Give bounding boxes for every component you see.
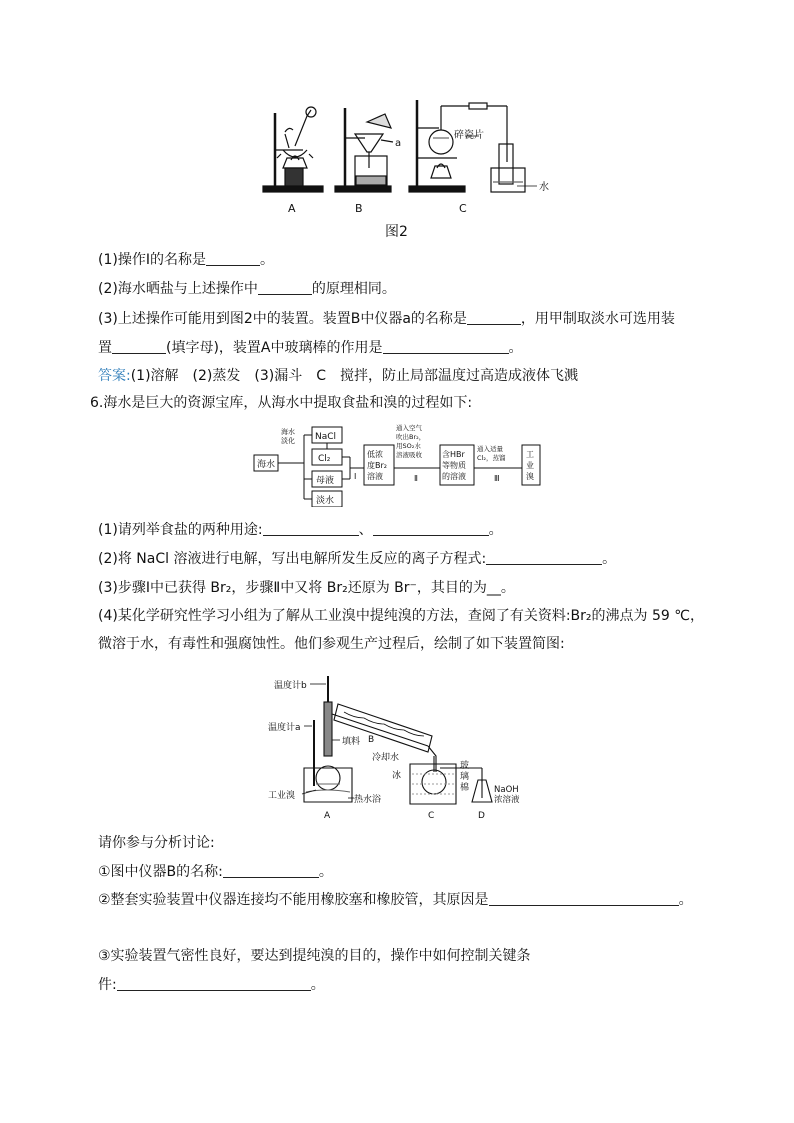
- flow-air-2: 吹出Br₂，: [396, 433, 426, 441]
- flow-step-1: Ⅰ: [354, 472, 357, 481]
- label-d: D: [478, 811, 485, 820]
- flow-ind-1: 工: [526, 450, 534, 459]
- q5-part3b-blank1: [112, 339, 166, 354]
- answer-key-label: 答案:: [98, 368, 131, 384]
- q6-part1-end: 。: [488, 522, 503, 538]
- label-thermometer-b: 温度计b: [274, 681, 307, 691]
- q5-part3: [98, 309, 675, 329]
- flow-air-1: 通入空气: [396, 424, 422, 432]
- flow-seawater: 海水: [257, 460, 276, 470]
- fig2-callout-a: a: [395, 138, 402, 149]
- q6-part4b: 微溶于水，有毒性和强腐蚀性。他们参观生产过程后，绘制了如下装置简图:: [98, 636, 565, 652]
- label-hot-bath: 热水浴: [354, 795, 382, 805]
- q5-part3b-mid: (填字母)，装置A中玻璃棒的作用是: [166, 340, 383, 356]
- flow-hbr-2: 等物质: [442, 461, 466, 470]
- label-glass-wool-1: 玻: [460, 761, 470, 771]
- flow-desal-1: 海水: [281, 428, 295, 436]
- flow-air-3: 用SO₂水: [396, 442, 421, 450]
- q6-sub3a: ③实验装置气密性良好，要达到提纯溴的目的，操作中如何控制关键条: [98, 948, 531, 964]
- flow-desal-2: 淡化: [281, 437, 295, 445]
- q5-part3b-end: 。: [508, 340, 523, 356]
- q5-part3-text: (3)上述操作可能用到图2中的装置。装置B中仪器a的名称是: [98, 311, 467, 327]
- q6-flowchart: [252, 423, 552, 507]
- q5-part2-text: (2)海水晒盐与上述操作中: [98, 281, 258, 297]
- q6-part2-blank: [486, 550, 602, 565]
- q5-part3b-blank2: [383, 339, 509, 354]
- apparatus-c: [409, 100, 537, 192]
- q6-part2-text: (2)将 NaCl 溶液进行电解，写出电解所发生反应的离子方程式:: [98, 551, 487, 567]
- q5-part2-blank: [258, 280, 312, 295]
- flow-step-3: Ⅲ: [494, 474, 500, 483]
- label-ice: 冰: [392, 771, 402, 781]
- q6-part3: (3)步骤Ⅰ中已获得 Br₂，步骤Ⅱ中又将 Br₂还原为 Br⁻，其目的为__。: [98, 580, 515, 596]
- q6-sub2-text: ②整套实验装置中仪器连接均不能用橡胶塞和橡胶管，其原因是: [98, 892, 489, 908]
- label-naoh-2: 浓溶液: [494, 795, 520, 805]
- label-c: C: [428, 811, 435, 820]
- flow-low-3: 溶液: [367, 472, 383, 481]
- q6-part1-blank2: [373, 521, 489, 536]
- q6-sub2-end: 。: [678, 892, 693, 908]
- q5-part1-text: (1)操作Ⅰ的名称是: [98, 252, 206, 268]
- q6-part4a: (4)某化学研究性学习小组为了解从工业溴中提纯溴的方法，查阅了有关资料:Br₂的沸点为 59 ℃，: [98, 608, 704, 624]
- q6-sub1-blank: [223, 863, 319, 878]
- q5-part1-blank: [206, 251, 260, 266]
- figure-2-caption: 图2: [385, 224, 408, 240]
- q5-part1-end: 。: [259, 252, 274, 268]
- flow-fresh-water: 淡水: [316, 496, 335, 506]
- fig2-label-a: A: [288, 202, 296, 215]
- flow-mother-liquor: 母液: [316, 476, 335, 486]
- flow-low-2: 度Br₂: [367, 461, 387, 470]
- q6-part1-blank1: [263, 521, 359, 536]
- q6-title: 6.海水是巨大的资源宝库，从海水中提取食盐和溴的过程如下:: [90, 395, 473, 411]
- flow-hbr-3: 的溶液: [442, 472, 466, 481]
- flow-hbr-1: 含HBr: [442, 450, 465, 459]
- q6-sub3b-text: 件:: [98, 977, 117, 993]
- label-thermometer-a: 温度计a: [268, 723, 301, 733]
- label-glass-wool-2: 璃: [460, 772, 470, 782]
- q6-part1-mid: 、: [358, 522, 373, 538]
- label-b: B: [368, 735, 375, 745]
- q5-part2-end: 的原理相同。: [311, 281, 396, 297]
- q6-sub1-text: ①图中仪器B的名称:: [98, 864, 223, 880]
- flow-nacl: NaCl: [315, 432, 337, 442]
- q6-part1-text: (1)请列举食盐的两种用途:: [98, 522, 263, 538]
- q6-part2-end: 。: [602, 551, 617, 567]
- label-cooling-water: 冷却水: [372, 753, 400, 763]
- fig2-callout-water: 水: [539, 182, 549, 193]
- q6-sub1: [98, 862, 333, 882]
- label-glass-wool-3: 棉: [460, 783, 470, 793]
- flow-cl-2: Cl₂，蒸馏: [477, 454, 506, 462]
- apparatus-a: [263, 107, 323, 192]
- label-packing: 填料: [342, 737, 361, 747]
- q6-sub3b-end: 。: [310, 977, 325, 993]
- q5-part1: [98, 250, 274, 270]
- label-crude-bromine: 工业溴: [268, 791, 296, 801]
- fig2-label-b: B: [355, 202, 363, 215]
- q6-part2: [98, 549, 616, 569]
- flow-step-2: Ⅱ: [414, 474, 418, 483]
- flow-low-1: 低浓: [367, 450, 383, 459]
- q6-sub2-blank: [489, 891, 679, 906]
- q6-sub1-end: 。: [318, 864, 333, 880]
- q6-sub3b: [98, 975, 325, 995]
- q5-part3b-text: 置: [98, 340, 112, 356]
- label-naoh-1: NaOH: [494, 785, 519, 795]
- apparatus-b: [335, 108, 393, 192]
- q6-part1: [98, 520, 503, 540]
- q5-part3-cont: [98, 338, 523, 358]
- q6-discuss: 请你参与分析讨论:: [98, 835, 215, 851]
- flow-ind-3: 溴: [526, 472, 534, 481]
- q5-part3-end: ，用甲制取淡水可选用装: [520, 311, 675, 327]
- q5-part2: [98, 279, 396, 299]
- label-a: A: [324, 811, 331, 820]
- figure-2-apparatus: [255, 98, 555, 223]
- flow-cl-1: 通入适量: [477, 445, 503, 453]
- fig2-callout-chips: 碎瓷片: [454, 130, 484, 141]
- answer-text: (1)溶解 (2)蒸发 (3)漏斗 C 搅拌，防止局部温度过高造成液体飞溅: [130, 368, 578, 384]
- flow-air-4: 溶液吸收: [396, 451, 422, 459]
- q6-sub2: [98, 890, 693, 910]
- flow-ind-2: 业: [526, 461, 534, 470]
- flow-cl2: Cl₂: [318, 454, 331, 464]
- fig2-label-c: C: [459, 202, 467, 215]
- q6-sub3b-blank: [117, 976, 311, 991]
- q5-part3-blank: [467, 310, 521, 325]
- q5-answer: [98, 366, 578, 386]
- bromine-apparatus: [268, 668, 528, 820]
